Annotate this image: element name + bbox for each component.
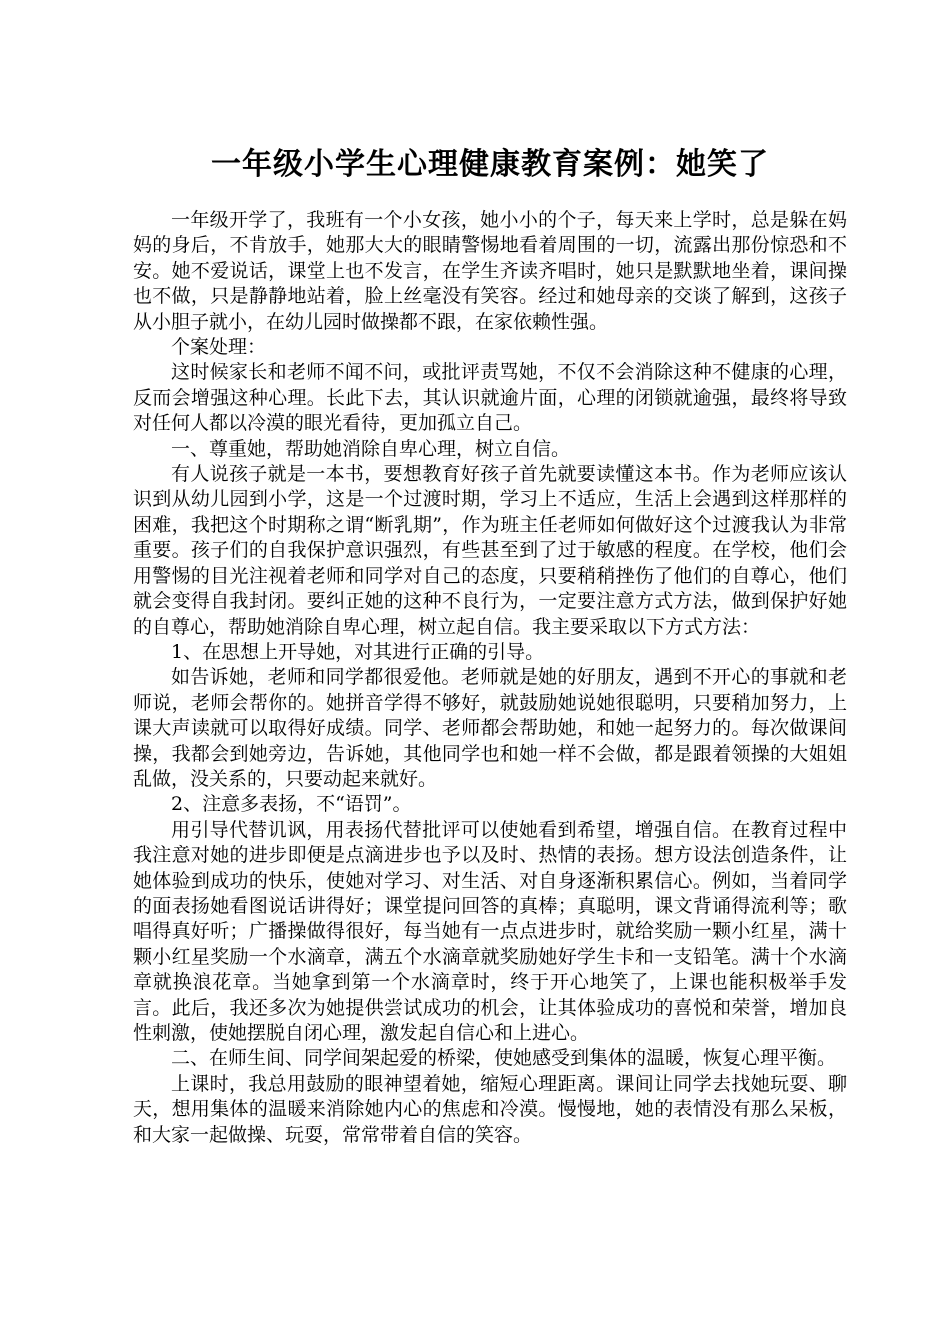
section-heading-1: 一、尊重她，帮助她消除自卑心理，树立自信。 xyxy=(171,437,571,460)
section-heading-2: 二、在师生间、同学间架起爱的桥梁，使她感受到集体的温暖，恢复心理平衡。 xyxy=(171,1047,837,1070)
paragraph-section-1: 有人说孩子就是一本书，要想教育好孩子首先就要读懂这本书。作为老师应该认识到从幼儿园到小学，这是一个过渡时期，学习上不适应，生活上会遇到这样那样的困难，我把这个时期称之谓“断乳期”，作为班主任老师如何做好这个过渡我认为非常重要。孩子们的自我保护意识强烈，有些甚至到了过于敏感的程度。在学校，他们会用警惕的目光注视着老师和同学对自己的态度，只要稍稍挫伤了他们的自尊心，他们就会变得自我封闭。要纠正她的这种不良行为，一定要注意方式方法，做到保护好她的自尊心，帮助她消除自卑心理，树立起自信。我主要采取以下方式方法： xyxy=(133,463,847,638)
paragraph-section-2: 上课时，我总用鼓励的眼神望着她，缩短心理距离。课间让同学去找她玩耍、聊天，想用集体的温暖来消除她内心的焦虑和冷漠。慢慢地，她的表情没有那么呆板，和大家一起做操、玩耍，常常带着自信的笑容。 xyxy=(133,1072,847,1146)
subheading-2: 2、注意多表扬，不“语罚”。 xyxy=(171,793,412,816)
document-title: 一年级小学生心理健康教育案例：她笑了 xyxy=(211,147,769,182)
paragraph-case-handling: 这时候家长和老师不闻不问，或批评责骂她，不仅不会消除这种不健康的心理，反而会增强这种心理。长此下去，其认识就逾片面，心理的闭锁就逾强，最终将导致对任何人都以冷漠的眼光看待，更加孤立自己。 xyxy=(133,361,847,435)
paragraph-intro: 一年级开学了，我班有一个小女孩，她小小的个子，每天来上学时，总是躲在妈妈的身后，不肯放手，她那大大的眼睛警惕地看着周围的一切，流露出那份惊恐和不安。她不爱说话，课堂上也不发言，在学生齐读齐唱时，她只是默默地坐着，课间操也不做，只是静静地站着，脸上丝毫没有笑容。经过和她母亲的交谈了解到，这孩子从小胆子就小，在幼儿园时做操都不跟，在家依赖性强。 xyxy=(133,209,847,333)
paragraph-subsection-2: 用引导代替讥讽，用表扬代替批评可以使她看到希望，增强自信。在教育过程中我注意对她的进步即便是点滴进步也予以及时、热情的表扬。想方设法创造条件，让她体验到成功的快乐，使她对学习、对生活、对自身逐渐积累信心。例如，当着同学的面表扬她看图说话讲得好；课堂提问回答的真棒；真聪明，课文背诵得流利等；歌唱得真好听；广播操做得很好，每当她有一点点进步时，就给奖励一颗小红星，满十颗小红星奖励一个水滴章，满五个水滴章就奖励她好学生卡和一支铅笔。满十个水滴章就换浪花章。当她拿到第一个水滴章时，终于开心地笑了，上课也能积极举手发言。此后，我还多次为她提供尝试成功的机会，让其体验成功的喜悦和荣誉，增加良性刺激，使她摆脱自闭心理，激发起自信心和上进心。 xyxy=(133,818,847,1044)
document-body xyxy=(133,208,847,1148)
subheading-1: 1、在思想上开导她，对其进行正确的引导。 xyxy=(171,640,545,663)
document-page xyxy=(133,0,847,1148)
paragraph-subsection-1: 如告诉她，老师和同学都很爱他。老师就是她的好朋友，遇到不开心的事就和老师说，老师会帮你的。她拼音学得不够好，就鼓励她说她很聪明，只要稍加努力，上课大声读就可以取得好成绩。同学、老师都会帮助她，和她一起努力的。每次做课间操，我都会到她旁边，告诉她，其他同学也和她一样不会做，都是跟着领操的大姐姐乱做，没关系的，只要动起来就好。 xyxy=(133,666,847,790)
paragraph-case-handling-heading: 个案处理： xyxy=(171,336,267,359)
